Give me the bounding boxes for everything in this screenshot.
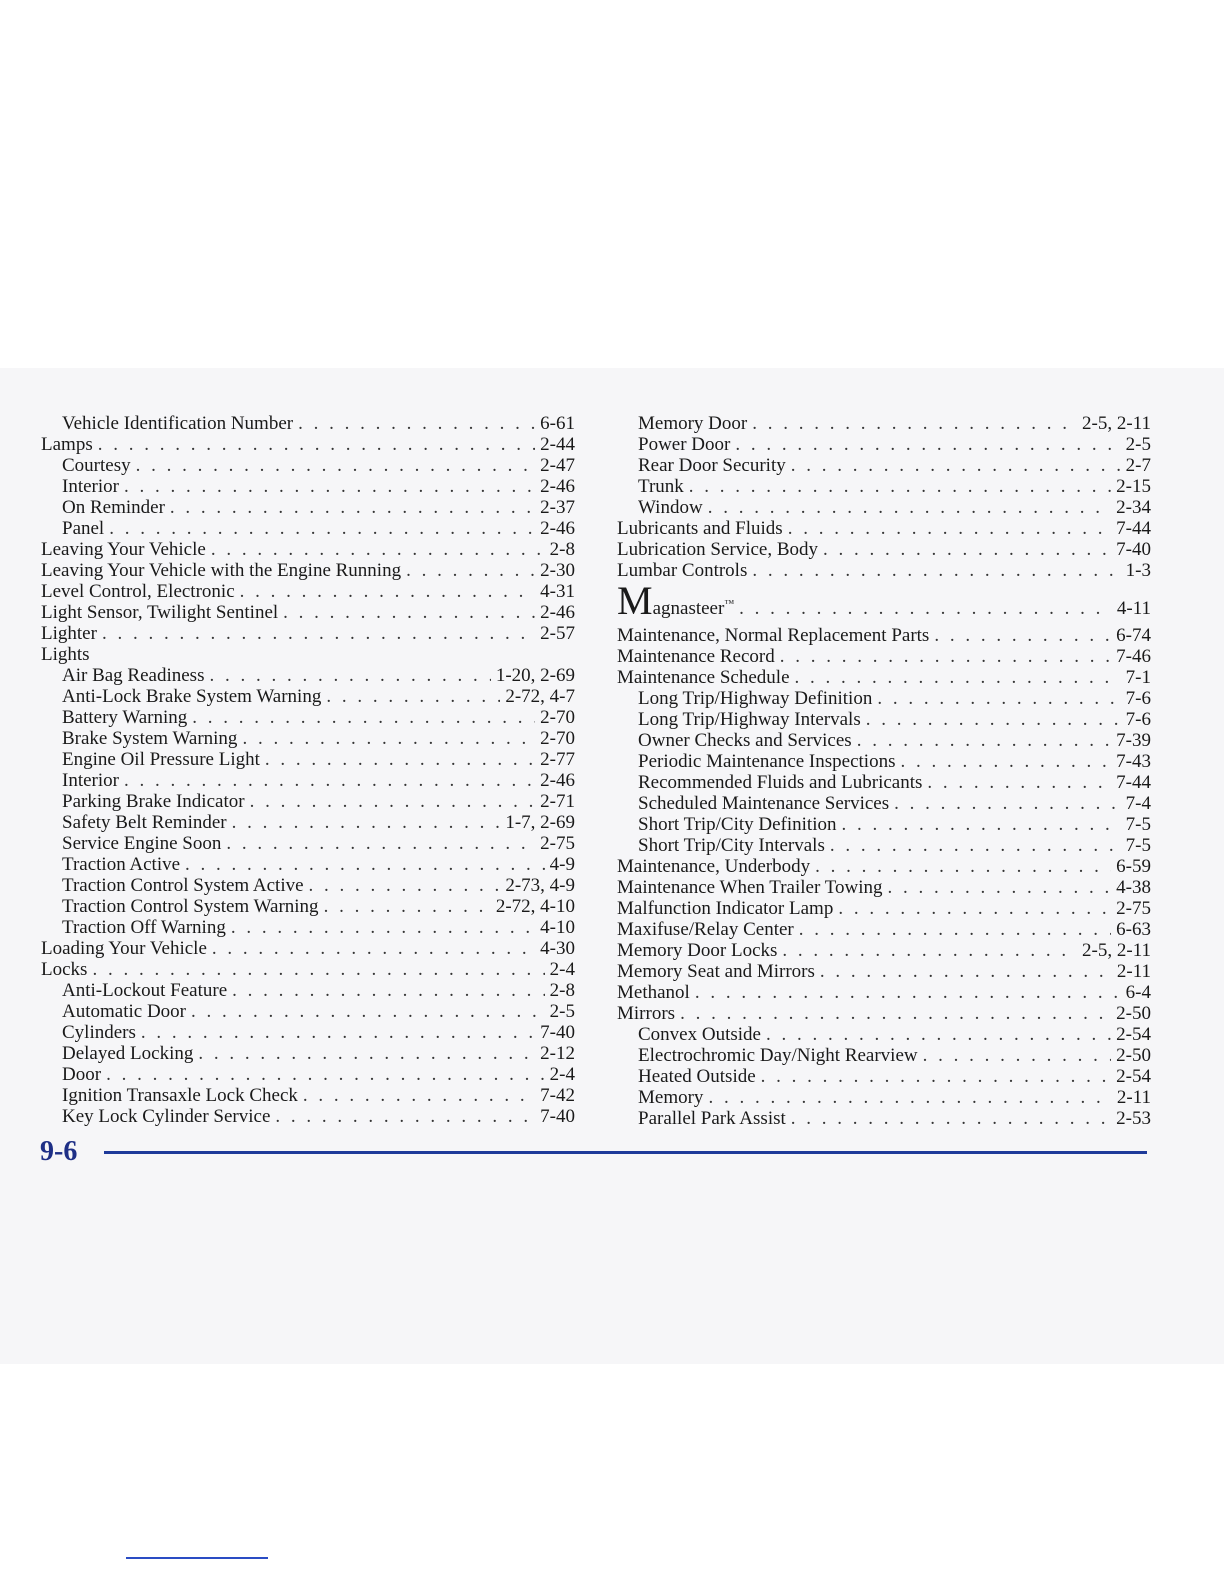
dot-leader [211,539,545,560]
entry-page: 7-46 [1116,646,1151,667]
dot-leader [209,665,490,686]
dot-leader [708,497,1111,518]
index-entry [41,854,575,875]
index-entry [41,875,575,896]
entry-page: 2-72, 4-7 [505,686,575,707]
entry-page: 2-5 [1125,434,1151,455]
dot-leader [232,980,545,1001]
entry-page: 2-44 [540,434,575,455]
entry-page: 4-9 [549,854,575,875]
entry-title: Loading Your Vehicle [41,938,207,959]
dot-leader [406,560,535,581]
entry-page: 2-30 [540,560,575,581]
index-entry [41,749,575,770]
dot-leader [877,688,1120,709]
entry-title: Traction Active [62,854,181,875]
entry-title: Heated Outside [638,1066,756,1087]
entry-title: Long Trip/Highway Definition [638,688,873,709]
dot-leader [265,749,535,770]
footer-rule [104,1151,1147,1154]
index-entry [41,623,575,644]
entry-page: 7-6 [1125,688,1151,709]
index-entry [41,1106,575,1127]
dot-leader [298,413,535,434]
entry-title: Lighter [41,623,97,644]
entry-title: Traction Control System Active [62,875,304,896]
index-entry [617,898,1151,919]
index-entry [41,602,575,623]
dot-leader [739,587,1112,625]
bottom-accent-line [126,1557,268,1559]
dot-leader [766,1024,1111,1045]
dot-leader [303,1085,535,1106]
entry-title: Cylinders [62,1022,136,1043]
entry-page: 2-12 [540,1043,575,1064]
index-entry [41,581,575,602]
dot-leader [250,791,536,812]
entry-page: 1-3 [1125,560,1151,581]
index-entry [41,434,575,455]
entry-title: Window [638,497,703,518]
dot-leader [752,560,1120,581]
index-entry [617,1066,1151,1087]
index-entry [617,518,1151,539]
index-entry [617,919,1151,940]
entry-title: Rear Door Security [638,455,786,476]
dot-leader [795,667,1121,688]
entry-page: 2-11 [1116,1087,1151,1108]
dot-leader [102,623,535,644]
entry-title: Traction Off Warning [62,917,226,938]
dot-leader [283,602,535,623]
dot-leader [735,434,1120,455]
entry-title: Recommended Fluids and Lubricants [638,772,923,793]
entry-page: 4-30 [540,938,575,959]
index-entry [41,1064,575,1085]
entry-page: 2-50 [1116,1003,1151,1024]
index-entry [41,560,575,581]
entry-title: Courtesy [62,455,131,476]
entry-title: Short Trip/City Definition [638,814,837,835]
index-entry [41,665,575,686]
entry-page: 2-4 [549,1064,575,1085]
entry-page: 2-75 [1116,898,1151,919]
index-entry [617,730,1151,751]
dot-leader [191,1001,545,1022]
index-entry [41,1043,575,1064]
dot-leader [141,1022,535,1043]
index-entry [617,814,1151,835]
index-entry [41,917,575,938]
dot-leader [275,1106,535,1127]
entry-title: Anti-Lock Brake System Warning [62,686,322,707]
dot-leader [752,413,1077,434]
dot-leader [830,835,1121,856]
index-entry [617,856,1151,877]
dot-leader [866,709,1121,730]
index-entry [41,1085,575,1106]
entry-title: Long Trip/Highway Intervals [638,709,861,730]
entry-title: Memory Door Locks [617,940,778,961]
index-entry [617,1087,1151,1108]
index-entry [617,709,1151,730]
index-entry [41,1001,575,1022]
entry-title: Lubrication Service, Body [617,539,819,560]
entry-page: 2-5, 2-11 [1082,413,1151,434]
dot-leader [242,728,535,749]
index-column-right [617,413,1151,1129]
dot-leader [791,1108,1111,1129]
index-entry [617,646,1151,667]
entry-title: Short Trip/City Intervals [638,835,825,856]
entry-page: 7-5 [1125,814,1151,835]
index-entry [41,707,575,728]
entry-title: Memory Door [638,413,748,434]
entry-page: 6-61 [540,413,575,434]
entry-title: Convex Outside [638,1024,761,1045]
entry-page: 2-15 [1116,476,1151,497]
dot-leader [689,476,1111,497]
entry-title: Lamps [41,434,93,455]
entry-title: Engine Oil Pressure Light [62,749,260,770]
entry-page: 2-46 [540,602,575,623]
entry-page: 2-7 [1125,455,1151,476]
index-entry-magnasteer [617,581,1151,625]
dot-leader [324,896,491,917]
dot-leader [791,455,1121,476]
index-group-right-top [617,413,1151,581]
index-entry [41,791,575,812]
dot-leader [923,1045,1112,1066]
entry-page: 2-4 [549,959,575,980]
dot-leader [799,919,1111,940]
entry-page: 1-20, 2-69 [495,665,575,686]
entry-page: 6-4 [1125,982,1151,1003]
entry-title: Interior [62,476,119,497]
dot-leader [894,793,1121,814]
entry-title: Memory Seat and Mirrors [617,961,815,982]
entry-title-rest: agnasteer [652,598,725,619]
index-entry [617,497,1151,518]
entry-page: 2-53 [1116,1108,1151,1129]
entry-page: 2-57 [540,623,575,644]
entry-page: 4-31 [540,581,575,602]
index-entry [617,835,1151,856]
entry-title: Lumbar Controls [617,560,748,581]
dot-leader [841,814,1120,835]
dot-leader [240,581,536,602]
entry-title: Maintenance Record [617,646,775,667]
entry-title: Electrochromic Day/Night Rearview [638,1045,918,1066]
dot-leader [309,875,501,896]
index-entry [41,770,575,791]
index-entry [617,560,1151,581]
index-entry [41,518,575,539]
index-entry [41,413,575,434]
entry-page: 7-42 [540,1085,575,1106]
index-entry [617,539,1151,560]
dot-leader [838,898,1111,919]
index-entry [617,1108,1151,1129]
entry-page: 2-47 [540,455,575,476]
entry-title: Level Control, Electronic [41,581,235,602]
index-entry [617,961,1151,982]
entry-title: Delayed Locking [62,1043,194,1064]
index-entry [41,644,575,665]
entry-title: Power Door [638,434,731,455]
index-entry [617,1003,1151,1024]
index-entry [41,455,575,476]
dot-leader [136,455,536,476]
dot-leader [170,497,535,518]
entry-title: Brake System Warning [62,728,238,749]
index-entry [41,938,575,959]
dot-leader [761,1066,1112,1087]
index-entry [41,980,575,1001]
index-entry [41,833,575,854]
entry-page: 7-40 [1116,539,1151,560]
entry-title: Trunk [638,476,684,497]
dot-leader [934,625,1111,646]
index-entry [617,1024,1151,1045]
entry-title: Maintenance, Underbody [617,856,811,877]
trademark-symbol: ™ [724,598,735,610]
index-entry [617,667,1151,688]
dot-leader [232,812,501,833]
index-column-left [41,413,575,1127]
dot-leader [680,1003,1111,1024]
entry-page: 2-37 [540,497,575,518]
entry-title: On Reminder [62,497,165,518]
entry-page: 6-74 [1116,625,1151,646]
index-entry [617,476,1151,497]
entry-page: 4-38 [1116,877,1151,898]
entry-title: Vehicle Identification Number [62,413,294,434]
dot-leader [92,959,544,980]
entry-title: Maintenance, Normal Replacement Parts [617,625,930,646]
entry-page: 2-70 [540,707,575,728]
entry-title: Malfunction Indicator Lamp [617,898,834,919]
entry-page: 2-8 [549,980,575,1001]
dot-leader [192,707,535,728]
index-entry [617,877,1151,898]
entry-title: Ignition Transaxle Lock Check [62,1085,298,1106]
index-group-right-bottom [617,625,1151,1129]
entry-title: Methanol [617,982,690,1003]
entry-page: 2-46 [540,518,575,539]
entry-page: 2-8 [549,539,575,560]
entry-page: 7-1 [1125,667,1151,688]
entry-title: Leaving Your Vehicle [41,539,206,560]
entry-page: 2-11 [1116,961,1151,982]
dot-leader [106,1064,545,1085]
entry-page: 2-71 [540,791,575,812]
entry-title: Automatic Door [62,1001,187,1022]
entry-page: 2-46 [540,770,575,791]
dot-leader [124,476,535,497]
index-entry [41,896,575,917]
dot-leader [124,770,535,791]
index-entry [41,1022,575,1043]
dot-leader [98,434,535,455]
entry-title: Interior [62,770,119,791]
entry-title: Parking Brake Indicator [62,791,245,812]
dot-leader [326,686,500,707]
entry-page: 7-6 [1125,709,1151,730]
entry-page: 1-7, 2-69 [505,812,575,833]
entry-title: Locks [41,959,88,980]
dot-leader [927,772,1111,793]
entry-title: Owner Checks and Services [638,730,852,751]
index-entry [617,751,1151,772]
dot-leader [900,751,1111,772]
entry-page: 4-10 [540,917,575,938]
dot-leader [109,518,535,539]
entry-title: Battery Warning [62,707,188,728]
entry-page: 6-63 [1116,919,1151,940]
index-entry [617,940,1151,961]
entry-title: Parallel Park Assist [638,1108,786,1129]
entry-page: 2-5 [549,1001,575,1022]
entry-page: 2-5, 2-11 [1082,940,1151,961]
entry-title: Memory [638,1087,704,1108]
index-entry [41,497,575,518]
entry-page: 7-40 [540,1106,575,1127]
index-entry [617,413,1151,434]
dot-leader [185,854,545,875]
entry-page: 2-70 [540,728,575,749]
entry-title: Periodic Maintenance Inspections [638,751,896,772]
dot-leader [788,518,1111,539]
entry-page: 2-54 [1116,1066,1151,1087]
entry-page: 7-39 [1116,730,1151,751]
entry-title: Safety Belt Reminder [62,812,227,833]
entry-title: Leaving Your Vehicle with the Engine Running [41,560,402,581]
entry-page: 7-43 [1116,751,1151,772]
entry-page: 4-11 [1116,598,1151,619]
entry-page: 6-59 [1116,856,1151,877]
entry-page: 7-4 [1125,793,1151,814]
entry-title: Maxifuse/Relay Center [617,919,794,940]
page-number: 9-6 [40,1136,78,1167]
index-entry [41,812,575,833]
dot-leader [820,961,1112,982]
index-entry [617,982,1151,1003]
dot-leader [695,982,1121,1003]
dot-leader [782,940,1077,961]
dot-leader [708,1087,1111,1108]
index-entry [41,686,575,707]
entry-page: 2-75 [540,833,575,854]
index-entry [617,434,1151,455]
dot-leader [815,856,1111,877]
entry-page: 2-77 [540,749,575,770]
entry-page: 7-44 [1116,772,1151,793]
index-entry [41,476,575,497]
entry-page: 2-50 [1116,1045,1151,1066]
entry-title: Traction Control System Warning [62,896,319,917]
entry-page: 2-54 [1116,1024,1151,1045]
entry-title: Maintenance When Trailer Towing [617,877,883,898]
index-entry [41,539,575,560]
entry-title: Lubricants and Fluids [617,518,783,539]
entry-page: 7-5 [1125,835,1151,856]
entry-title: Scheduled Maintenance Services [638,793,890,814]
entry-title: Panel [62,518,105,539]
index-entry [617,793,1151,814]
entry-title: Key Lock Cylinder Service [62,1106,271,1127]
entry-page: 2-72, 4-10 [495,896,575,917]
entry-page: 2-34 [1116,497,1151,518]
index-entry [617,1045,1151,1066]
entry-title: Light Sensor, Twilight Sentinel [41,602,279,623]
dot-leader [857,730,1111,751]
dot-leader [780,646,1111,667]
dot-leader [226,833,535,854]
dot-leader [888,877,1112,898]
dot-leader [212,938,535,959]
entry-page: 2-73, 4-9 [505,875,575,896]
entry-title: Door [62,1064,102,1085]
index-entry [41,728,575,749]
dot-leader [231,917,535,938]
index-entry [617,625,1151,646]
index-entry [617,455,1151,476]
dot-leader [198,1043,535,1064]
index-entry [617,772,1151,793]
entry-title: Air Bag Readiness [62,665,205,686]
dot-leader [823,539,1111,560]
entry-page: 7-44 [1116,518,1151,539]
index-entry [41,959,575,980]
entry-title: Service Engine Soon [62,833,222,854]
entry-title: Mirrors [617,1003,676,1024]
entry-page: 7-40 [540,1022,575,1043]
entry-title: Maintenance Schedule [617,667,790,688]
section-letter: M [617,581,653,623]
index-entry [617,688,1151,709]
entry-page: 2-46 [540,476,575,497]
entry-title: Lights [41,644,90,665]
entry-title: Anti-Lockout Feature [62,980,228,1001]
